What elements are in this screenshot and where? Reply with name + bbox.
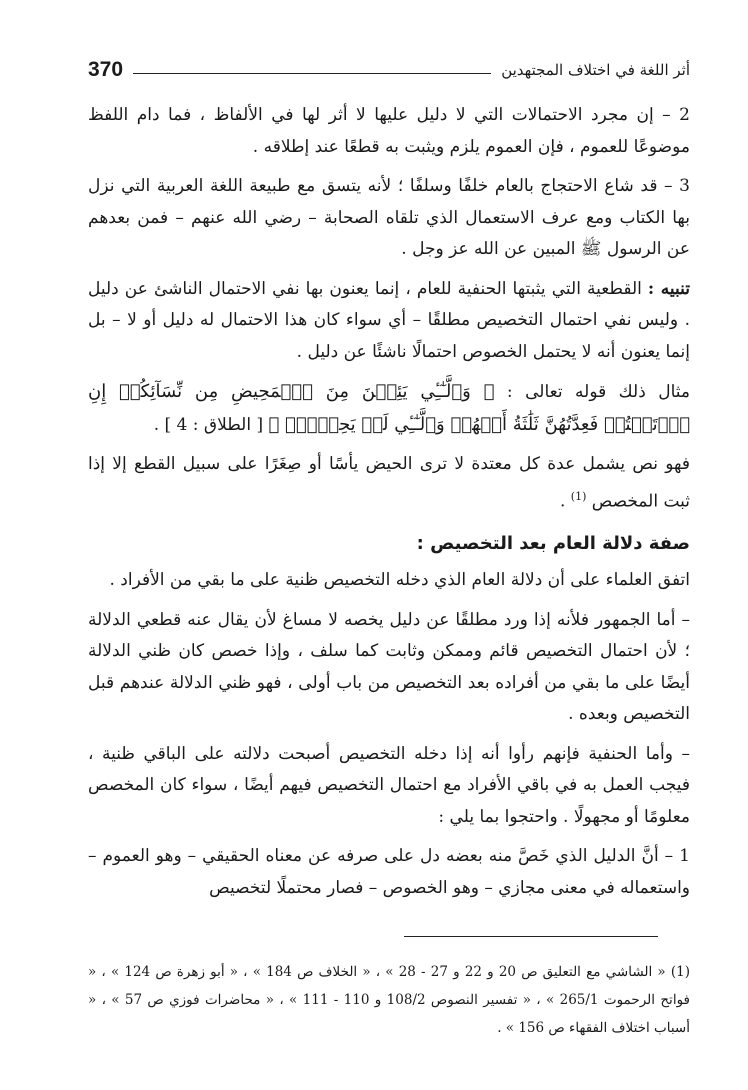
- footnote-separator: [404, 936, 658, 937]
- paragraph-hanafiyya: – وأما الحنفية فإنهم رأوا أنه إذا دخله التخصيص أصبحت دلالته على الباقي ظنية ، فيجب العمل به في باقي الأفراد مع احتمال التخصيص فيهم أيضًا ، سواء كان المخصص معلومًا أو مجهولًا . واحتجوا بما يلي :: [88, 743, 690, 827]
- tanbih-text: القطعية التي يثبتها الحنفية للعام ، إنما يعنون بها نفي الاحتمال الناشئ عن دليل . وليس نفي احتمال التخصيص مطلقًا – أي سواء كان هذا الاحتمال له دليل أو لا – بل إنما يعنون أنه لا يحتمل الخصوص احتمالًا ناشئًا عن دليل .: [88, 278, 690, 362]
- nass-end: .: [559, 491, 571, 512]
- book-page: [88, 52, 690, 912]
- header-rule: [133, 73, 491, 74]
- footnote-1: (1) « الشاشي مع التعليق ص 20 و 22 و 27 - 28 » ، « الخلاف ص 184 » ، « أبو زهرة ص 124 » ، « فواتح الرحموت 265/1 » ، « تفسير النصوص 108/2 و 110 - 111 » ، « محاضرات فوزي ص 57 » ، « أسباب اختلاف الفقهاء ص 156 » .: [88, 964, 690, 1036]
- nass-text: فهو نص يشمل عدة كل معتدة لا ترى الحيض يأسًا أو صِغَرًا على سبيل القطع إلا إذا ثبت المخصص: [88, 454, 690, 512]
- quran-verse: ﴿ وَٱلَّـٰٓـِٔي يَئِسۡنَ مِنَ ٱلۡمَحِيضِ مِن نِّسَآئِكُمۡ إِنِ ٱرۡتَبۡتُمۡ فَعِدَّتُهُنَّ ثَلَٰثَةُ أَشۡهُرٖ وَٱلَّـٰٓـِٔي لَمۡ يَحِضۡنَۚ ﴾: [88, 381, 690, 435]
- paragraph-point-2: 2 – إن مجرد الاحتمالات التي لا دليل عليها لا أثر لها في الألفاظ ، فما دام اللفظ موضوعًا للعموم ، فإن العموم يلزم ويثبت به قطعًا عند إطلاقه .: [88, 105, 690, 157]
- paragraph-jumhur: – أما الجمهور فلأنه إذا ورد مطلقًا عن دليل يخصه لا مساغ لأن يقال عنه قطعي الدلالة ؛ لأن احتمال التخصيص قائم وممكن وثابت كما سلف ، وإذا خصص كان ظني الدلالة أيضًا على ما بقي من أفراده بعد التخصيص من باب أولى ، فهو ظني الدلالة عندهم قبل التخصيص وبعده .: [88, 609, 690, 725]
- example-intro: مثال ذلك قوله تعالى :: [494, 382, 690, 402]
- paragraph-point-3: 3 – قد شاع الاحتجاج بالعام خلفًا وسلفًا ؛ لأنه يتسق مع طبيعة اللغة العربية التي نزل بها الكتاب ومع عرف الاستعمال الذي تلقاه الصحابة – رضي الله عنهم – فمن بعدهم عن الرسول ﷺ المبين عن الله عز وجل .: [88, 176, 690, 259]
- paragraph-agreement: اتفق العلماء على أن دلالة العام الذي دخله التخصيص ظنية على ما بقي من الأفراد .: [109, 570, 690, 591]
- verse-reference: [ الطلاق : 4 ] .: [153, 414, 269, 435]
- page-number: 370: [88, 58, 124, 81]
- paragraph-argument-1: 1 – أنَّ الدليل الذي خَصَّ منه بعضه دل على صرفه عن معناه الحقيقي – وهو العموم – واستعماله في معنى مجازي – وهو الخصوص – فصار محتملًا لتخصيص: [88, 846, 690, 898]
- page-header: [88, 52, 690, 88]
- footnotes: [88, 958, 690, 1042]
- main-text: [88, 100, 690, 904]
- footnote-marker: (1): [570, 489, 587, 503]
- paragraph-example: [88, 376, 690, 441]
- paragraph-nass: [88, 449, 690, 518]
- tanbih-label: تنبيه :: [647, 278, 690, 299]
- section-heading: صفة دلالة العام بعد التخصيص :: [416, 532, 690, 554]
- running-title: أثر اللغة في اختلاف المجتهدين: [501, 61, 690, 79]
- paragraph-tanbih: [88, 274, 690, 369]
